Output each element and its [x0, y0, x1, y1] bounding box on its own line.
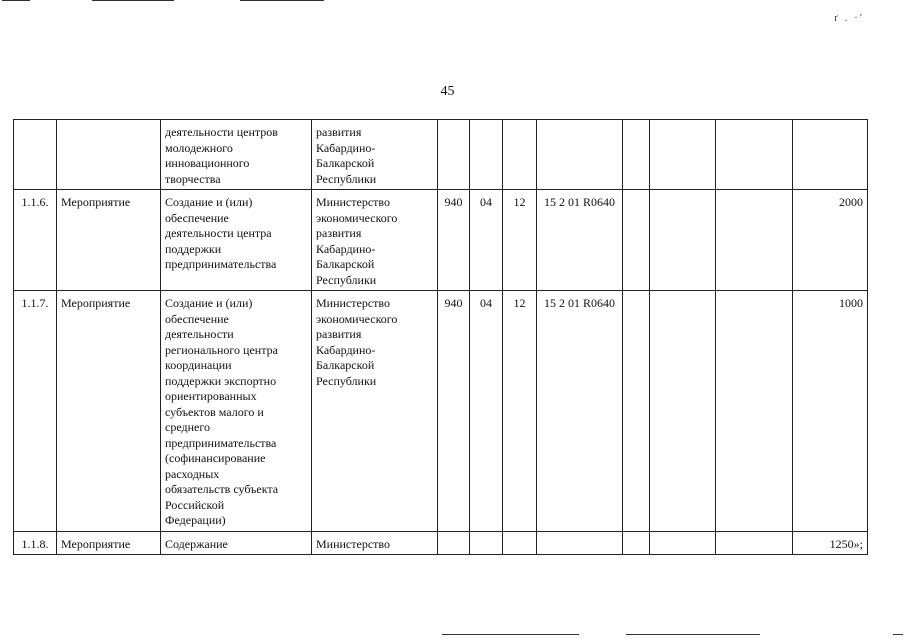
- empty-cell: [650, 291, 716, 532]
- empty-cell: [716, 190, 793, 291]
- subsection-code-cell: 12: [503, 190, 537, 291]
- grbs-code-cell: [438, 120, 470, 190]
- scan-artifact-line: [2, 0, 30, 1]
- section-code-cell: 04: [470, 291, 503, 532]
- scan-artifact-line: [442, 634, 579, 635]
- empty-cell: [716, 291, 793, 532]
- amount-cell: 1000: [793, 291, 868, 532]
- grbs-code-cell: [438, 531, 470, 555]
- event-name-cell: деятельности центров молодежного инновационного творчества: [161, 120, 312, 190]
- target-article-cell: 15 2 01 R0640: [537, 190, 623, 291]
- subsection-code-cell: 12: [503, 291, 537, 532]
- page-number: 45: [440, 84, 455, 99]
- table-row: [14, 120, 868, 190]
- scan-artifact-line: [240, 0, 324, 1]
- executor-cell: Министерство: [312, 531, 438, 555]
- expense-type-cell: [623, 531, 650, 555]
- event-type-cell: [57, 120, 161, 190]
- empty-cell: [650, 120, 716, 190]
- empty-cell: [716, 531, 793, 555]
- section-code-cell: [470, 531, 503, 555]
- table-row: [14, 531, 868, 555]
- empty-cell: [650, 531, 716, 555]
- scan-artifact-line: [893, 634, 903, 635]
- event-type-cell: Мероприятие: [57, 190, 161, 291]
- table-row: [14, 190, 868, 291]
- amount-cell: 1250»;: [793, 531, 868, 555]
- expense-type-cell: [623, 190, 650, 291]
- empty-cell: [650, 190, 716, 291]
- grbs-code-cell: 940: [438, 190, 470, 291]
- empty-cell: [716, 120, 793, 190]
- event-name-cell: Создание и (или) обеспечение деятельности центра поддержки предпринимательства: [161, 190, 312, 291]
- grbs-code-cell: 940: [438, 291, 470, 532]
- expense-type-cell: [623, 120, 650, 190]
- subsection-code-cell: [503, 531, 537, 555]
- section-code-cell: [470, 120, 503, 190]
- target-article-cell: 15 2 01 R0640: [537, 291, 623, 532]
- target-article-cell: [537, 120, 623, 190]
- row-number-cell: [14, 120, 57, 190]
- executor-cell: Министерство экономического развития Кабардино- Балкарской Республики: [312, 190, 438, 291]
- budget-table: [13, 119, 868, 555]
- scan-artifact-line: [92, 0, 174, 1]
- section-code-cell: 04: [470, 190, 503, 291]
- event-name-cell: Содержание: [161, 531, 312, 555]
- event-type-cell: Мероприятие: [57, 291, 161, 532]
- scan-artifact-line: [626, 634, 760, 635]
- corner-mark: ґ . ·ʹ: [834, 12, 865, 24]
- subsection-code-cell: [503, 120, 537, 190]
- amount-cell: [793, 120, 868, 190]
- amount-cell: 2000: [793, 190, 868, 291]
- row-number-cell: 1.1.8.: [14, 531, 57, 555]
- row-number-cell: 1.1.7.: [14, 291, 57, 532]
- executor-cell: развития Кабардино- Балкарской Республики: [312, 120, 438, 190]
- event-name-cell: Создание и (или) обеспечение деятельности регионального центра координации поддержки экспортно ориентированных субъектов малого и среднего предпринимательства (софинансирование расходных обязательств субъекта Российской Федерации): [161, 291, 312, 532]
- target-article-cell: [537, 531, 623, 555]
- executor-cell: Министерство экономического развития Кабардино- Балкарской Республики: [312, 291, 438, 532]
- table-row: [14, 291, 868, 532]
- expense-type-cell: [623, 291, 650, 532]
- row-number-cell: 1.1.6.: [14, 190, 57, 291]
- event-type-cell: Мероприятие: [57, 531, 161, 555]
